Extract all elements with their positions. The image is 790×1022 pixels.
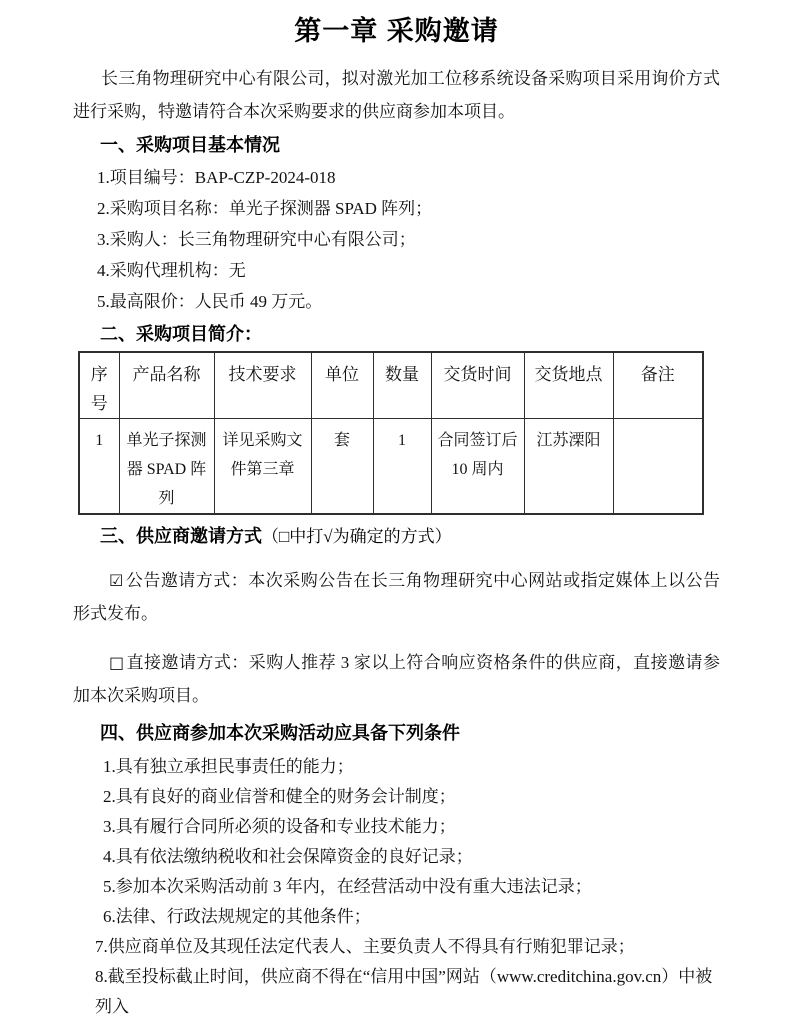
- supplier-conditions-list: [73, 752, 720, 1022]
- page-title: 第一章 采购邀请: [294, 16, 499, 46]
- section3-heading: [100, 525, 720, 548]
- cell-seq: 1: [79, 419, 119, 515]
- section4-item-2: 2.具有良好的商业信誉和健全的财务会计制度；: [103, 787, 456, 806]
- table-header-delivery-place: 交货地点: [524, 352, 613, 419]
- section1-item-4: 4.采购代理机构：无: [97, 261, 246, 280]
- section2-heading: 二、采购项目简介：: [100, 324, 262, 344]
- section4-item-6: 6.法律、行政法规规定的其他条件；: [103, 907, 371, 926]
- section1-item-1: 1.项目编号：BAP-CZP-2024-018: [97, 168, 336, 187]
- section4-item-7: 7.供应商单位及其现任法定代表人、主要负责人不得具有行贿犯罪记录；: [95, 937, 635, 956]
- direct-invitation-text: 直接邀请方式：采购人推荐 3 家以上符合响应资格条件的供应商，直接邀请参加本次采购项目。: [73, 653, 720, 705]
- section4-item-4: 4.具有依法缴纳税收和社会保障资金的良好记录；: [103, 847, 473, 866]
- table-header-product: 产品名称: [119, 352, 214, 419]
- section1-item-3: 3.采购人：长三角物理研究中心有限公司；: [97, 230, 416, 249]
- section4-item-1: 1.具有独立承担民事责任的能力；: [103, 757, 354, 776]
- section4-heading: 四、供应商参加本次采购活动应具备下列条件: [100, 723, 460, 743]
- section1-item-2: 2.采购项目名称：单光子探测器 SPAD 阵列；: [97, 199, 433, 218]
- cell-tech: 详见采购文件第三章: [214, 419, 311, 515]
- cell-product: 单光子探测器 SPAD 阵列: [119, 419, 214, 515]
- table-header-seq: 序号: [79, 352, 119, 419]
- section4-item-5: 5.参加本次采购活动前 3 年内，在经营活动中没有重大违法记录；: [103, 877, 592, 896]
- direct-invitation-option: [73, 646, 720, 712]
- section3-heading-text: 三、供应商邀请方式: [100, 526, 262, 546]
- announcement-invitation-option: [73, 564, 720, 630]
- announcement-invitation-text: 公告邀请方式：本次采购公告在长三角物理研究中心网站或指定媒体上以公告形式发布。: [73, 571, 720, 623]
- cell-unit: 套: [311, 419, 373, 515]
- section3-heading-note: （□中打√为确定的方式）: [262, 527, 452, 546]
- cell-delivery-time: 合同签订后 10 周内: [431, 419, 524, 515]
- section1-heading: 一、采购项目基本情况: [100, 135, 280, 155]
- section1-item-5: 5.最高限价：人民币 49 万元。: [97, 292, 323, 311]
- section4-item-8: 8.截至投标截止时间，供应商不得在“信用中国”网站（www.creditchina.gov.cn）中被列入: [95, 967, 713, 1016]
- table-header-unit: 单位: [311, 352, 373, 419]
- intro-paragraph: 长三角物理研究中心有限公司，拟对激光加工位移系统设备采购项目采用询价方式进行采购，特邀请符合本次采购要求的供应商参加本项目。: [73, 69, 720, 121]
- section4-item-3: 3.具有履行合同所必须的设备和专业技术能力；: [103, 817, 456, 836]
- table-header-row: [79, 352, 703, 419]
- table-header-tech: 技术要求: [214, 352, 311, 419]
- table-header-remark: 备注: [613, 352, 703, 419]
- procurement-summary-table: [78, 351, 704, 515]
- table-row: [79, 419, 703, 515]
- checked-checkbox-icon: ☑: [109, 571, 124, 590]
- table-header-delivery-time: 交货时间: [431, 352, 524, 419]
- cell-delivery-place: 江苏溧阳: [524, 419, 613, 515]
- cell-qty: 1: [373, 419, 431, 515]
- unchecked-checkbox-icon: □: [109, 653, 125, 672]
- cell-remark: [613, 419, 703, 515]
- table-header-qty: 数量: [373, 352, 431, 419]
